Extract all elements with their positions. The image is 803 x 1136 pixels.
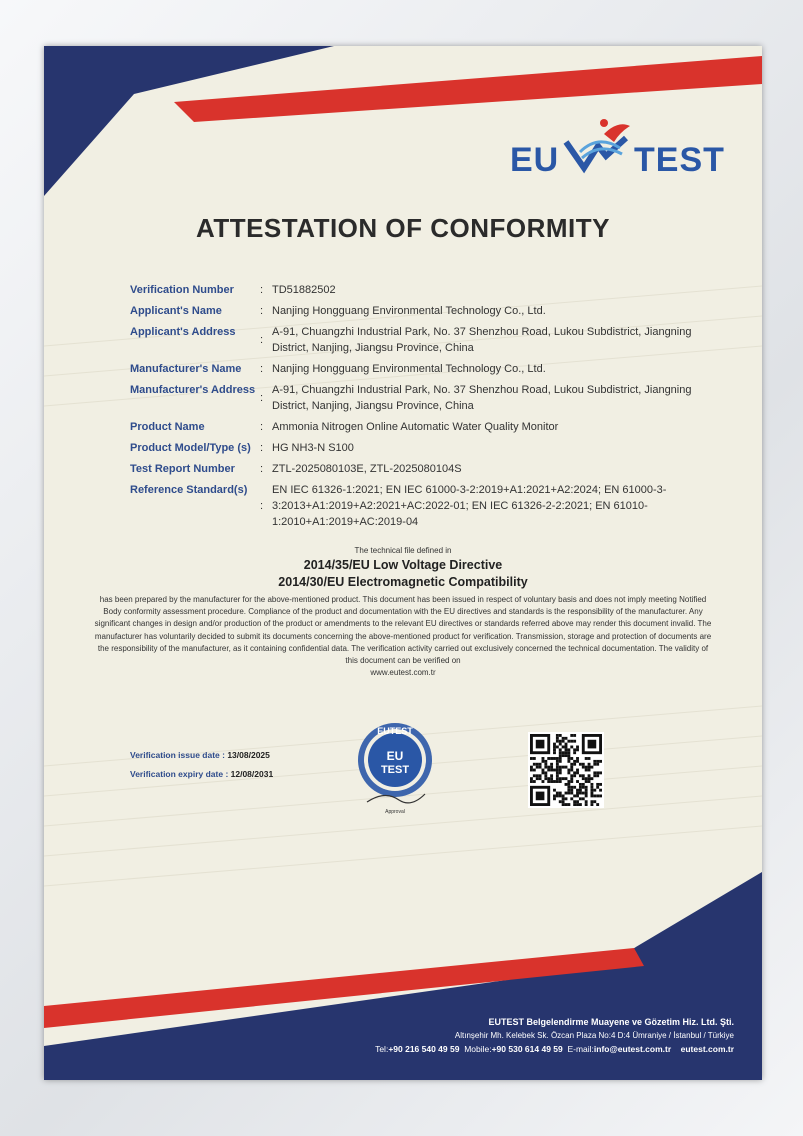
svg-text:Approval: Approval	[385, 809, 405, 815]
directive-emc: 2014/30/EU Electromagnetic Compatibility	[278, 575, 528, 589]
field-row: Applicant's Address : A-91, Chuangzhi Industrial Park, No. 37 Shenzhou Road, Lukou Subdistrict, Jiangning District, Nanjing, Jiangsu Province, China	[130, 324, 720, 356]
eutest-logo: EU TEST	[510, 108, 725, 178]
footer-company: EUTEST Belgelendirme Muayene ve Gözetim Hiz. Ltd. Şti.	[488, 1017, 734, 1027]
top-navy-band	[44, 46, 334, 196]
field-label: Reference Standard(s)	[130, 484, 248, 496]
approval-seal	[355, 720, 435, 816]
issue-date-value: 13/08/2025	[227, 750, 270, 760]
field-label: Manufacturer's Name	[130, 363, 242, 375]
field-row: Test Report Number : ZTL-2025080103E, ZTL-2025080104S	[130, 461, 720, 477]
field-value: Ammonia Nitrogen Online Automatic Water Quality Monitor	[272, 421, 559, 433]
footer-email: info@eutest.com.tr	[593, 1044, 672, 1054]
field-row: Manufacturer's Address : A-91, Chuangzhi Industrial Park, No. 37 Shenzhou Road, Lukou Subdistrict, Jiangning District, Nanjing, Jiangsu Province, China	[130, 382, 720, 414]
website-text: www.eutest.com.tr	[370, 668, 436, 678]
field-row: Applicant's Name : Nanjing Hongguang Environmental Technology Co., Ltd.	[130, 303, 720, 319]
field-row: Product Model/Type (s) : HG NH3-N S100	[130, 440, 720, 456]
expiry-date-label: Verification expiry date	[130, 769, 224, 779]
page-title: ATTESTATION OF CONFORMITY	[195, 213, 610, 243]
technical-file-section	[94, 545, 712, 679]
field-row: Verification Number : TD51882502	[130, 282, 720, 298]
field-label: Applicant's Name	[130, 305, 222, 317]
field-value: Nanjing Hongguang Environmental Technology Co., Ltd.	[272, 363, 546, 375]
logo-book-icon	[560, 116, 632, 176]
field-row: Product Name : Ammonia Nitrogen Online Automatic Water Quality Monitor	[130, 419, 720, 435]
footer-web: eutest.com.tr	[680, 1044, 734, 1054]
field-row: Manufacturer's Name : Nanjing Hongguang Environmental Technology Co., Ltd.	[130, 361, 720, 377]
issue-date-label: Verification issue date	[130, 750, 220, 760]
field-label: Manufacturer's Address	[130, 384, 256, 396]
field-label: Applicant's Address	[130, 326, 236, 338]
field-value: EN IEC 61326-1:2021; EN IEC 61000-3-2:2019+A1:2021+A2:2024; EN 61000-3-3:2013+A1:2019+A2:2021+AC:2022-01; EN IEC 61326-2-2:2021; EN 61010-1:2010+A1:2019+AC:2019-04	[272, 484, 667, 528]
field-value: Nanjing Hongguang Environmental Technology Co., Ltd.	[272, 305, 546, 317]
svg-text:TEST: TEST	[380, 764, 410, 776]
footer-tel: +90 216 540 49 59	[388, 1044, 460, 1054]
qr-code-icon	[530, 734, 602, 806]
field-value: A-91, Chuangzhi Industrial Park, No. 37 Shenzhou Road, Lukou Subdistrict, Jiangning District, Nanjing, Jiangsu Province, China	[272, 384, 692, 412]
field-row: Reference Standard(s) : EN IEC 61326-1:2021; EN IEC 61000-3-2:2019+A1:2021+A2:2024; EN 61000-3-3:2013+A1:2019+A2:2021+AC:2022-01; EN IEC 61326-2-2:2021; EN 61010-1:2010+A1:2019+AC:2019-04	[130, 482, 720, 530]
field-value: HG NH3-N S100	[272, 442, 354, 454]
compliance-paragraph: has been prepared by the manufacturer for the above-mentioned product. This document has been issued in respect of voluntary basis and does not imply meeting Notified Body conformity assessment procedure. Compliance of the product and documentation with the EU directives and standards is the responsibility of the manufacturer. Any significant changes in design and/or production of the product or amendments to the relevant EU directives or standards referred above may render this document invalid. The manufacturer has voluntarily decided to submit its documents concerning the above-mentioned product for verification. Transmission, storage and protection of documents are the responsibility of the manufacturer, as it containing confidential data. The verification activity carried out exclusively concerned the technical documentation. The validity of this document can be verified on	[94, 595, 712, 666]
certificate	[44, 46, 762, 1080]
field-value: TD51882502	[272, 284, 336, 296]
svg-text:EUTEST: EUTEST	[377, 726, 413, 736]
directive-lvd: 2014/35/EU Low Voltage Directive	[303, 558, 503, 572]
qr-code	[528, 732, 604, 808]
field-value: A-91, Chuangzhi Industrial Park, No. 37 Shenzhou Road, Lukou Subdistrict, Jiangning District, Nanjing, Jiangsu Province, China	[272, 326, 692, 354]
field-label: Product Model/Type (s)	[130, 442, 251, 454]
field-value: ZTL-2025080103E, ZTL-2025080104S	[272, 463, 462, 475]
verification-dates: Verification issue date : 13/08/2025 Verification expiry date : 12/08/2031	[130, 750, 274, 779]
svg-text:EU: EU	[386, 749, 404, 763]
field-label: Verification Number	[130, 284, 234, 296]
footer-contacts: Tel:+90 216 540 49 59 Mobile:+90 530 614 49 59 E-mail:info@eutest.com.tr eutest.com.tr	[375, 1044, 734, 1054]
expiry-date-value: 12/08/2031	[230, 769, 274, 779]
fields-list	[130, 282, 720, 535]
field-label: Test Report Number	[130, 463, 235, 475]
field-label: Product Name	[130, 421, 205, 433]
footer-address: Altınşehir Mh. Kelebek Sk. Özcan Plaza No:4 D:4 Ümraniye / İstanbul / Türkiye	[454, 1031, 734, 1040]
footer-mobile: +90 530 614 49 59	[491, 1044, 563, 1054]
intro-text: The technical file defined in	[354, 546, 452, 555]
